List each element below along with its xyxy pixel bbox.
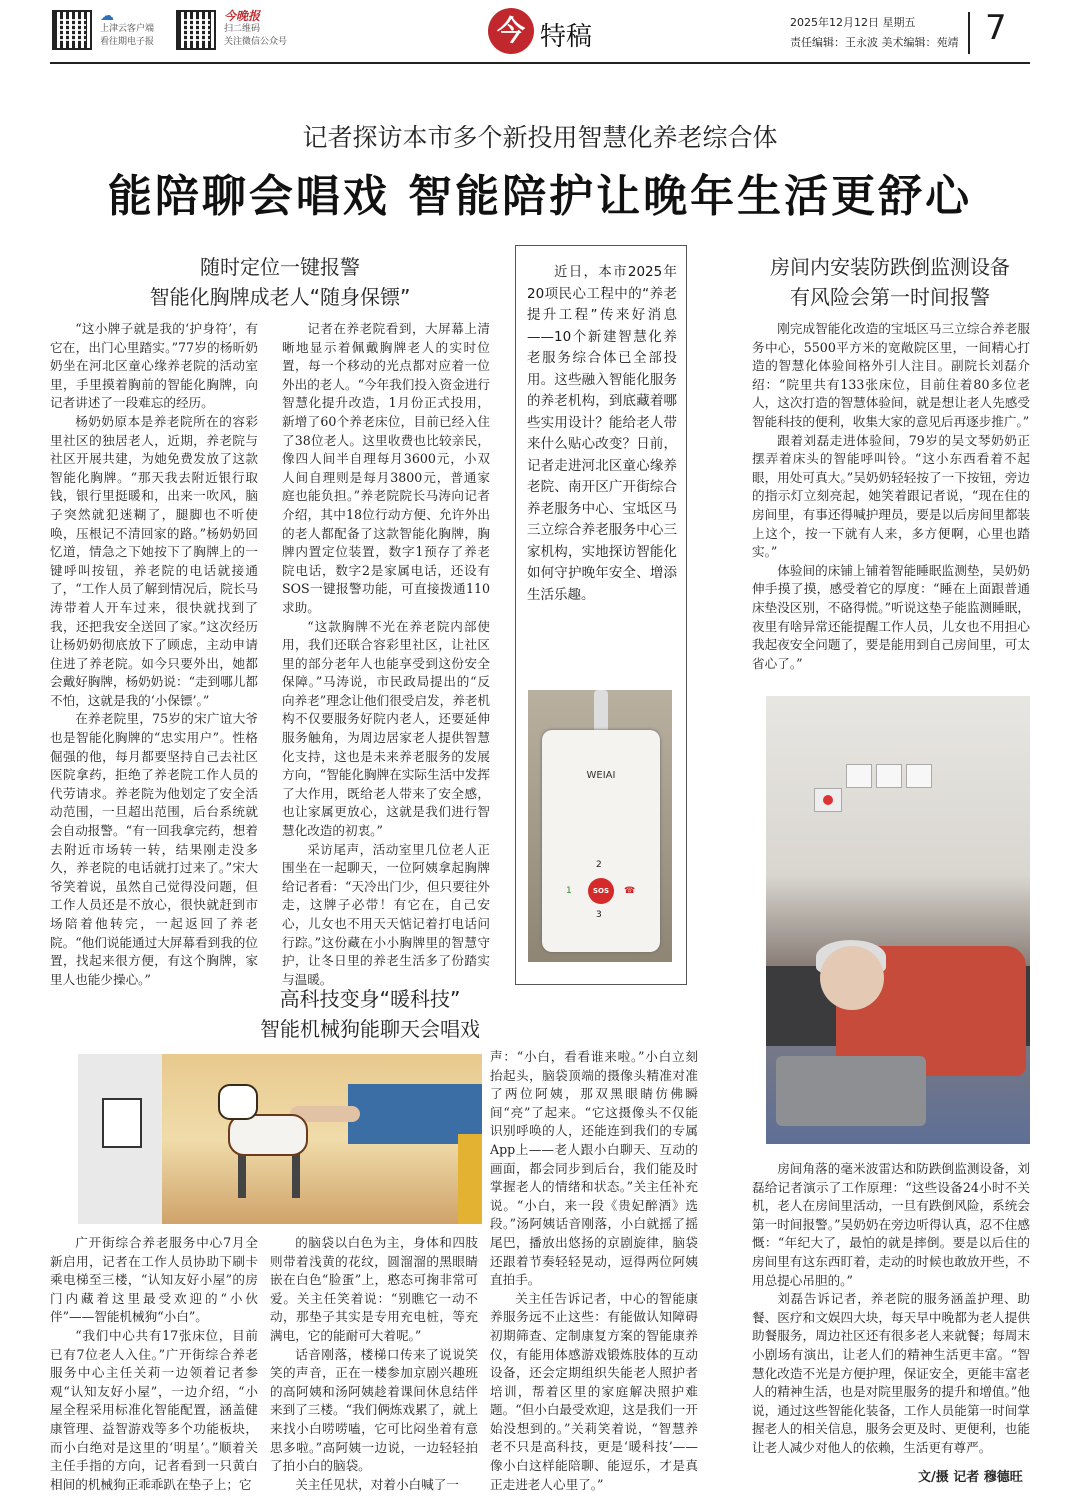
paragraph: 的脑袋以白色为主，身体和四肢则带着浅黄的花纹，圆溜溜的黑眼睛嵌在白色“脸蛋”上，憨态可掬非常可爱。关主任笑着说：“别瞧它一动不动，那垫子其实是专用充电桩，等充满电，它的能耐可大着呢。” (270, 1235, 478, 1343)
qr1-caption-2: 看往期电子报 (100, 37, 155, 47)
article-subheadline: 记者探访本市多个新投用智慧化养老综合体 (302, 123, 778, 152)
qr-code-icon (176, 10, 216, 50)
section1-title (70, 252, 490, 312)
header-rule (50, 62, 1030, 64)
paragraph: 话音刚落，楼梯口传来了说说笑笑的声音，正在一楼参加京剧兴趣班的高阿姨和汤阿姨趁着课间休息结伴来到了三楼。“我们俩炼戏累了，就上来找小白唠唠嗑，它可比闷坐着有意思多啦。”高阿姨一边说，一边轻轻拍了拍小白的脑袋。 (270, 1346, 478, 1474)
paragraph: “我们中心共有17张床位，目前已有7位老人入住。”广开街综合养老服务中心主任关莉一边领着记者参观“认知友好小屋”，一边介绍，“小屋全程采用标准化智能配置，涵盖健康管理、益智游戏等多个功能板块，而小白绝对是这里的‘明星’。”顺着关主任手指的方向，记者看到一只黄白相间的机械狗正乖乖趴在垫子上；它 (50, 1327, 258, 1492)
wall-socket-panel (846, 764, 966, 788)
robot-dog-leg (238, 1152, 246, 1198)
badge-brand: WEIAI (586, 770, 616, 781)
section1-title-line2: 智能化胸牌成老人“随身保镖” (149, 285, 411, 309)
robot-dog-photo (78, 1054, 482, 1224)
lanyard-strap (594, 690, 608, 734)
paragraph: 记者在养老院看到，大屏幕上清晰地显示着佩戴胸牌老人的实时位置，每一个移动的光点都对应着一位外出的老人。“今年我们投入资金进行智慧化提升改造，1月份正式投用，新增了60个养老床位，目前已经入住了38位老人。这里收费也比较亲民，像四人间半自理每月3600元，小双人间自理则是每月3800元，普通家庭也能负担。”养老院院长马涛向记者介绍，其中18位行动方便、允许外出的老人都配备了这款智能化胸牌，胸牌内置定位装置，数字1预存了养老院电话，数字2是家属电话，还设有SOS一键报警功能，可直接拨通110求助。 (282, 321, 490, 615)
qr2-caption-1: 扫二维码 (224, 24, 261, 34)
qr2-caption-2: 关注微信公众号 (224, 37, 288, 47)
badge-key-2: 2 (596, 860, 602, 870)
editors-credit: 责任编辑：王永波 美术编辑：苑靖 (790, 36, 959, 49)
section1-column1 (50, 320, 258, 989)
paragraph: 刘磊告诉记者，养老院的服务涵盖护理、助餐、医疗和文娱四大块，每天早中晚都为老人提供助餐服务，周边社区还有很多老人来就餐；每周末小剧场有演出，让老人们的精神生活更丰富。“智慧化改造不光是方便护理，保证安全，更能丰富老人的精神生活，也是对院里服务的提升和增值。”他说，通过这些智能化装备，工作人员能第一时间掌握老人的相关信息，服务会更及时、更便利，也能让老人减少对他人的依赖，生活更有尊严。 (752, 1291, 1030, 1455)
section3-title-line2: 智能机械狗能聊天会唱戏 (260, 1017, 480, 1041)
wechat-promo (224, 10, 314, 49)
sleep-monitor-mat (776, 1056, 926, 1126)
section2-column-top (752, 320, 1030, 673)
robot-dog-head (218, 1084, 258, 1120)
page-number: 7 (985, 8, 1007, 48)
badge-key-1: 1 (566, 886, 572, 896)
paragraph: 广开街综合养老服务中心7月全新启用，记者在工作人员协助下刷卡乘电梯至三楼，“认知友好小屋”的房门内藏着这里最受欢迎的“小伙伴”——智能机械狗“小白”。 (50, 1235, 258, 1325)
section3-title-line1: 高科技变身“暖科技” (279, 987, 461, 1011)
paragraph: 跟着刘磊走进体验间，79岁的吴文琴奶奶正摆弄着床头的智能呼叫铃。“这小东西看着不起眼，用处可真大。”吴奶奶轻轻按了一下按钮，旁边的指示灯立刻亮起，她笑着跟记者说，“现在住的房间里，有事还得喊护理员，要是以后房间里都装上这个，按一下就有人来，多方便啊，心里也踏实。” (752, 432, 1030, 560)
issue-date: 2025年12月12日 星期五 (790, 16, 916, 29)
cloud-logo-icon: ☁ (100, 8, 114, 24)
section-name: 特稿 (540, 22, 593, 52)
alarm-button-icon (814, 788, 842, 812)
lead-text: 近日，本市2025年20项民心工程中的“养老提升工程”传来好消息——10个新建智慧化养老服务综合体已全部投用。这些融入智能化服务的养老机构，到底藏着哪些实用设计？能给老人带来什么贴心改变？日前，记者走进河北区童心缘养老院、南开区广开街综合养老服务中心、宝坻区马三立综合养老服务中心三家机构，实地探访智能化如何守护晚年安全、增添生活乐趣。 (527, 264, 677, 603)
cabinet-screen (102, 1098, 142, 1148)
section3-column2 (270, 1234, 478, 1494)
socket-icon (906, 764, 932, 788)
paragraph: 在养老院里，75岁的宋广谊大爷也是智能化胸牌的“忠实用户”。性格倔强的他，每月都要坚持自己去社区医院拿药，拒绝了养老院工作人员的代劳请求。养老院为他划定了安全活动范围，一旦超出范围，后台系统就会自动报警。“有一回我拿完药，想着去附近市场转一转，结果刚走没多久，养老院的电话就打过来了。”宋大爷笑着说，虽然自己觉得没问题，但工作人员还是不放心，很快就赶到市场陪着他转完，一起返回了养老院。“他们说能通过大屏幕看到我的位置，找起来很方便，有这个胸牌，家里人也能少操心。” (50, 711, 258, 987)
page-header (0, 0, 1080, 66)
paragraph: 声：“小白，看看谁来啦。”小白立刻抬起头，脑袋顶端的摄像头精准对准了两位阿姨，那双黑眼睛仿佛瞬间“亮”了起来。“它这摄像头不仅能识别呼唤的人，还能连到我们的专属App上——老人跟小白聊天、互动的画面，都会同步到后台，我们能及时掌握老人的情绪和状态。”关主任补充说。“小白，来一段《贵妃醉酒》选段。”汤阿姨话音刚落，小白就摇了摇尾巴，播放出悠扬的京剧旋律，脑袋还跟着节奏轻轻晃动，逗得两位阿姨直拍手。 (490, 1049, 698, 1288)
section2-column-bottom (752, 1160, 1030, 1458)
sos-button-icon: SOS (588, 878, 614, 904)
section-badge-icon: 今 (488, 8, 534, 54)
paragraph: 杨奶奶原本是养老院所在的容彩里社区的独居老人，近期，养老院与社区开展共建，为她免费发放了这款智能化胸牌。“那天我去附近银行取钱，银行里挺暖和，出来一吹风，脑子突然就犯迷糊了，腿脚也不听使唤，压根记不清回家的路。”杨奶奶回忆道，情急之下她按下了胸牌上的一键呼叫按钮，养老院的电话就接通了，“工作人员了解到情况后，院长马涛带着人开车过来，很快就找到了我，还把我安全送回了家。”这次经历让杨奶奶彻底放下了顾虑，主动申请住进了养老院。如今只要外出，她都会戴好胸牌，杨奶奶说：“走到哪儿都不怕，这就是我的‘小保镖’。” (50, 413, 258, 708)
chair (458, 1134, 482, 1224)
fall-monitor-room-photo (766, 696, 1030, 1144)
robot-dog-body (228, 1114, 308, 1156)
paragraph: 刚完成智能化改造的宝坻区马三立综合养老服务中心，5500平方米的宽敞院区里，一间精心打造的智慧化体验间格外引人注目。副院长刘磊介绍：“院里共有133张床位，目前住着80多位老人，这次打造的智慧体验间，就是想让老人先感受智能科技的便利，收集大家的意见后再逐步推广。” (752, 321, 1030, 429)
section3-column3 (490, 1048, 698, 1494)
section1-title-line1: 随时定位一键报警 (200, 255, 360, 279)
paper-name: 今晚报 (224, 9, 261, 23)
robot-dog-leg (292, 1152, 300, 1198)
qr-code-icon (52, 10, 92, 50)
article-headline: 能陪聊会唱戏 智能陪护让晚年生活更舒心 (107, 171, 973, 222)
section2-title (720, 252, 1060, 312)
paragraph: “这款胸牌不光在养老院内部使用，我们还联合容彩里社区，让社区里的部分老年人也能享受到这份安全保障。”马涛说，市民政局提出的“反向养老”理念让他们很受启发，养老机构不仅要服务好院内老人，还要延伸服务触角，为周边居家老人提供智慧化支持，这也是未来养老服务的发展方向，“智能化胸牌在实际生活中发挥了大作用，既给老人带来了安全感，也让家属更放心，这就是我们进行智慧化改造的初衷。” (282, 618, 490, 839)
socket-icon (846, 764, 872, 788)
smart-badge-device (542, 730, 660, 952)
socket-icon (876, 764, 902, 788)
paragraph: 关主任告诉记者，中心的智能康养服务远不止这些：有能做认知障碍初期筛查、定制康复方案的智能康养仪，有能用体感游戏锻炼肢体的互动设备，还会定期组织失能老人照护者培训，帮着区里的家庭解决照护难题。“但小白最受欢迎，这是我们一开始没想到的。”关莉笑着说，“智慧养老不只是高科技，更是‘暖科技’——像小白这样能陪聊、能逗乐，才是真正走进老人心里了。” (490, 1290, 698, 1492)
qr1-caption-1: 上津云客户端 (100, 24, 155, 34)
section1-column2 (282, 320, 490, 989)
paragraph: 采访尾声，活动室里几位老人正围坐在一起聊天，一位阿姨拿起胸牌给记者看：“天冷出门少，但只要往外走，这牌子必带！有它在，自己安心，儿女也不用天天惦记着打电话问行踪。”这份藏在小小胸牌里的智慧守护，让冬日里的养老生活多了份踏实与温暖。 (282, 841, 490, 987)
hangup-icon: ☎ (624, 886, 636, 896)
lead-paragraph (527, 262, 677, 606)
section3-column1 (50, 1234, 258, 1494)
byline: 文/摄 记者 穆德旺 (918, 1470, 1023, 1485)
section2-title-line1: 房间内安装防跌倒监测设备 (770, 255, 1010, 279)
header-divider (968, 12, 970, 54)
client-promo (100, 10, 170, 49)
paragraph: 房间角落的毫米波雷达和防跌倒监测设备，刘磊给记者演示了工作原理：“这些设备24小时不关机，老人在房间里活动，一旦有跌倒风险，系统会第一时间报警。”吴奶奶在旁边听得认真，忍不住感慨：“年纪大了，最怕的就是摔倒。要是以后住的房间里有这东西盯着，走动的时候也敢放开些，不用总提心吊胆的。” (752, 1161, 1030, 1288)
paragraph: “这小牌子就是我的‘护身符’，有它在，出门心里踏实。”77岁的杨昕奶奶坐在河北区童心缘养老院的活动室里，手里摸着胸前的智能化胸牌，向记者讲述了一段难忘的经历。 (50, 321, 258, 411)
paragraph: 体验间的床铺上铺着智能睡眠监测垫，吴奶奶伸手摸了摸，感受着它的厚度：“睡在上面跟普通床垫没区别，不硌得慌。”听说这垫子能监测睡眠，夜里有啥异常还能提醒工作人员，儿女也不用担心我起夜安全问题了，要是能用到自己房间里，可太省心了。” (752, 562, 1030, 671)
paragraph: 关主任见状，对着小白喊了一 (295, 1476, 459, 1492)
badge-key-3: 3 (596, 910, 602, 920)
resident-head (820, 946, 884, 1010)
section2-title-line2: 有风险会第一时间报警 (790, 285, 990, 309)
smart-badge-photo (528, 690, 672, 962)
section3-title (130, 984, 610, 1044)
